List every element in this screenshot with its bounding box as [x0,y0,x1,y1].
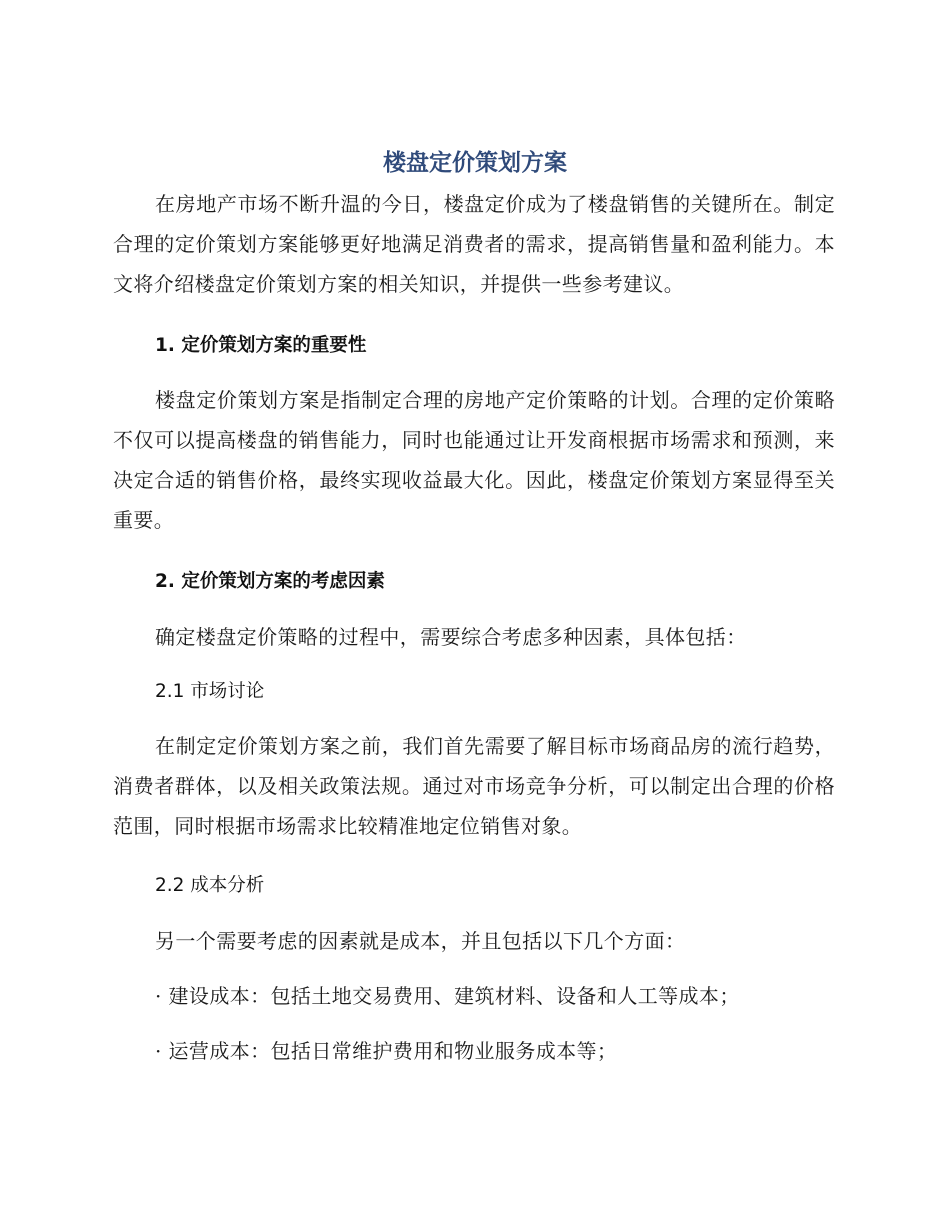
section-1-paragraph: 楼盘定价策划方案是指制定合理的房地产定价策略的计划。合理的定价策略不仅可以提高楼盘的销售能力，同时也能通过让开发商根据市场需求和预测，来决定合适的销售价格，最终实现收益最大化。因此，楼盘定价策划方案显得至关重要。 [113,388,835,532]
intro-paragraph: 在房地产市场不断升温的今日，楼盘定价成为了楼盘销售的关键所在。制定合理的定价策划方案能够更好地满足消费者的需求，提高销售量和盈利能力。本文将介绍楼盘定价策划方案的相关知识，并提供一些参考建议。 [113,192,835,296]
section-2-2-paragraph: 另一个需要考虑的因素就是成本，并且包括以下几个方面： [155,929,686,953]
list-item: · 建设成本：包括土地交易费用、建筑材料、设备和人工等成本； [155,984,740,1008]
document-title: 楼盘定价策划方案 [383,150,567,176]
list-item: · 运营成本：包括日常维护费用和物业服务成本等； [155,1039,618,1063]
section-2-paragraph: 确定楼盘定价策略的过程中，需要综合考虑多种因素，具体包括： [155,625,747,649]
section-2-2-heading: 2.2 成本分析 [155,875,265,896]
section-2-1-heading: 2.1 市场讨论 [155,681,265,702]
section-2-1-paragraph: 在制定定价策划方案之前，我们首先需要了解目标市场商品房的流行趋势，消费者群体，以及相关政策法规。通过对市场竞争分析，可以制定出合理的价格范围，同时根据市场需求比较精准地定位销售对象。 [113,734,835,838]
section-2-heading: 2. 定价策划方案的考虑因素 [155,571,385,592]
section-1-heading: 1. 定价策划方案的重要性 [155,335,367,356]
